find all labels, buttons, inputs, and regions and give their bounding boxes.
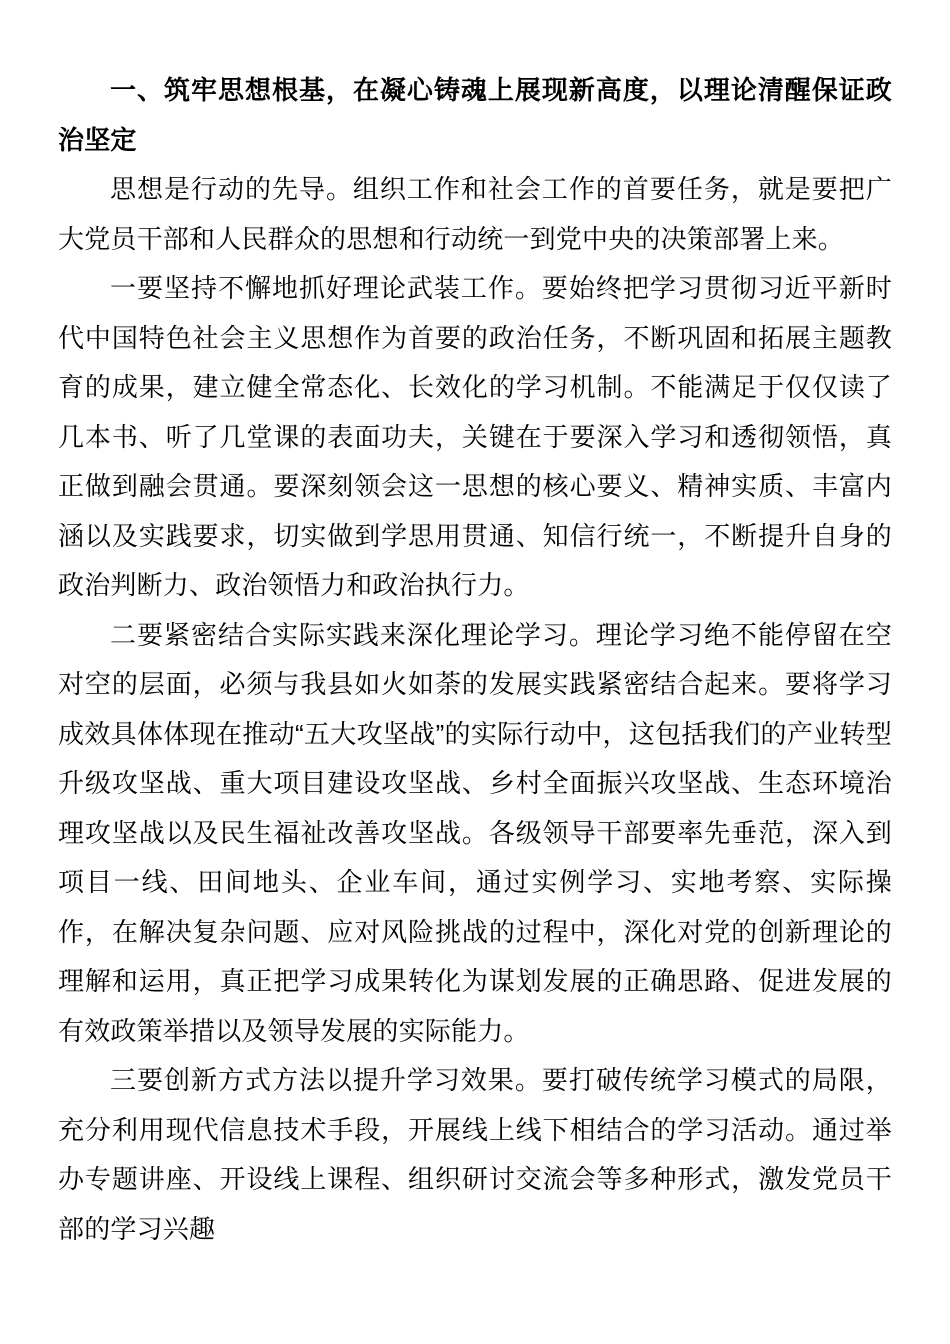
paragraph-point-three: 三要创新方式方法以提升学习效果。要打破传统学习模式的局限，充分利用现代信息技术手段，开展线上线下相结合的学习活动。通过举办专题讲座、开设线上课程、组织研讨交流会等多种形式，激发党员干部的学习兴趣 (58, 1065, 892, 1244)
paragraph-point-two: 二要紧密结合实际实践来深化理论学习。理论学习绝不能停留在空对空的层面，必须与我县如火如荼的发展实践紧密结合起来。要将学习成效具体体现在推动“五大攻坚战”的实际行动中，这包括我们的产业转型升级攻坚战、重大项目建设攻坚战、乡村全面振兴攻坚战、生态环境治理攻坚战以及民生福祉改善攻坚战。各级领导干部要率先垂范，深入到项目一线、田间地头、企业车间，通过实例学习、实地考察、实际操作，在解决复杂问题、应对风险挑战的过程中，深化对党的创新理论的理解和运用，真正把学习成果转化为谋划发展的正确思路、促进发展的有效政策举措以及领导发展的实际能力。 (58, 619, 892, 1046)
paragraph-point-one: 一要坚持不懈地抓好理论武装工作。要始终把学习贯彻习近平新时代中国特色社会主义思想作为首要的政治任务，不断巩固和拓展主题教育的成果，建立健全常态化、长效化的学习机制。不能满足于仅仅读了几本书、听了几堂课的表面功夫，关键在于要深入学习和透彻领悟，真正做到融会贯通。要深刻领会这一思想的核心要义、精神实质、丰富内涵以及实践要求，切实做到学思用贯通、知信行统一，不断提升自身的政治判断力、政治领悟力和政治执行力。 (58, 273, 892, 600)
section-heading: 一、筑牢思想根基，在凝心铸魂上展现新高度，以理论清醒保证政治坚定 (58, 75, 892, 155)
paragraph-intro: 思想是行动的先导。组织工作和社会工作的首要任务，就是要把广大党员干部和人民群众的思想和行动统一到党中央的决策部署上来。 (58, 174, 892, 254)
